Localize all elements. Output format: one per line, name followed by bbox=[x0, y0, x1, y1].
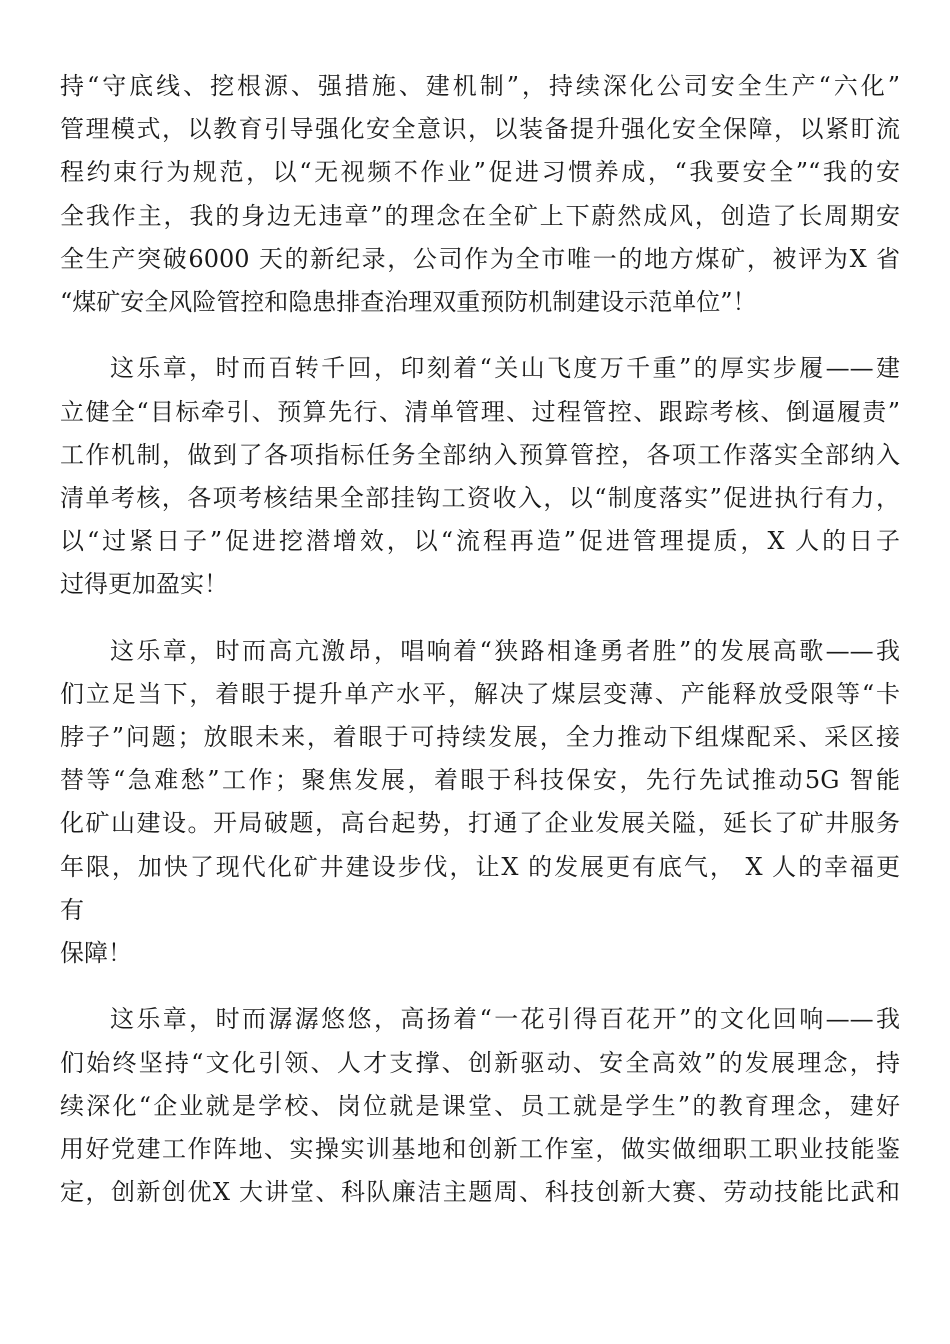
text-line: 全我作主，我的身边无违章”的理念在全矿上下蔚然成风，创造了长周期安 bbox=[60, 202, 900, 230]
text-line: 用好党建工作阵地、实操实训基地和创新工作室，做实做细职工职业技能鉴 bbox=[60, 1135, 900, 1163]
text-line: 过得更加盈实！ bbox=[60, 570, 228, 598]
text-line: 清单考核，各项考核结果全部挂钩工资收入，以“制度落实”促进执行有力， bbox=[60, 484, 900, 512]
text-line: 们立足当下，着眼于提升单产水平，解决了煤层变薄、产能释放受限等“卡 bbox=[60, 680, 900, 708]
text-line: 以“过紧日子”促进挖潜增效，以“流程再造”促进管理提质，X 人的日子 bbox=[60, 527, 900, 555]
text-line: 全生产突破6000 天的新纪录，公司作为全市唯一的地方煤矿，被评为X 省 bbox=[60, 245, 900, 273]
text-line: 续深化“企业就是学校、岗位就是课堂、员工就是学生”的教育理念，建好 bbox=[60, 1092, 900, 1120]
text-line: 立健全“目标牵引、预算先行、清单管理、过程管控、跟踪考核、倒逼履责” bbox=[60, 398, 900, 426]
text-line: 持“守底线、挖根源、强措施、建机制”，持续深化公司安全生产“六化” bbox=[60, 72, 900, 100]
text-line: 年限，加快了现代化矿井建设步伐，让X 的发展更有底气， X 人的幸福更 bbox=[60, 853, 900, 881]
text-line: 们始终坚持“文化引领、人才支撑、创新驱动、安全高效”的发展理念，持 bbox=[60, 1049, 900, 1077]
paragraph-first-line: 这乐章，时而高亢激昂，唱响着“狭路相逢勇者胜”的发展高歌——我 bbox=[110, 637, 900, 665]
text-line: “煤矿安全风险管控和隐患排查治理双重预防机制建设示范单位”！ bbox=[60, 288, 757, 316]
text-line: 工作机制，做到了各项指标任务全部纳入预算管控，各项工作落实全部纳入 bbox=[60, 441, 900, 469]
text-line: 化矿山建设。开局破题，高台起势，打通了企业发展关隘，延长了矿井服务 bbox=[60, 809, 900, 837]
text-line: 替等“急难愁”工作；聚焦发展，着眼于科技保安，先行先试推动5G 智能 bbox=[60, 766, 900, 794]
text-line: 程约束行为规范，以“无视频不作业”促进习惯养成，“我要安全”“我的安 bbox=[60, 158, 900, 186]
text-line: 保障！ bbox=[60, 939, 132, 967]
text-line: 定，创新创优X 大讲堂、科队廉洁主题周、科技创新大赛、劳动技能比武和 bbox=[60, 1178, 900, 1206]
text-line: 管理模式，以教育引导强化安全意识，以装备提升强化安全保障，以紧盯流 bbox=[60, 115, 900, 143]
paragraph-first-line: 这乐章，时而潺潺悠悠，高扬着“一花引得百花开”的文化回响——我 bbox=[110, 1005, 900, 1033]
text-line: 有 bbox=[60, 896, 84, 924]
paragraph-first-line: 这乐章，时而百转千回，印刻着“关山飞度万千重”的厚实步履——建 bbox=[110, 354, 900, 382]
text-line: 脖子”问题；放眼未来，着眼于可持续发展，全力推动下组煤配采、采区接 bbox=[60, 723, 900, 751]
